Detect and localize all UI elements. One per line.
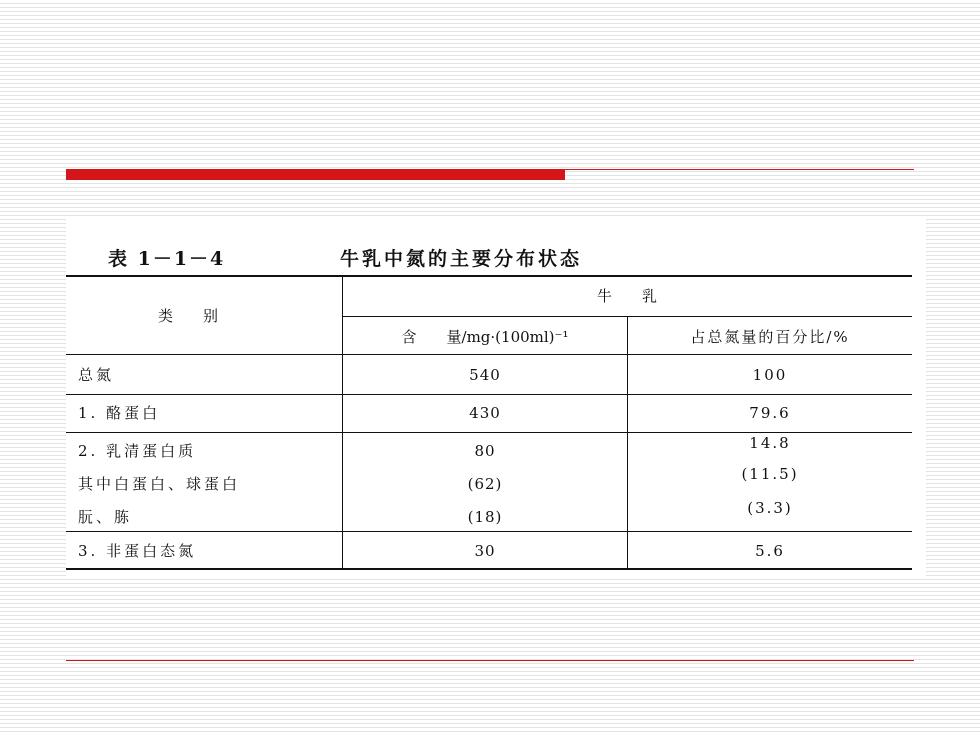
row-rule-2	[66, 432, 912, 433]
accent-bar-thin	[565, 169, 914, 170]
header-percent: 占总氮量的百分比/%	[690, 328, 850, 346]
table-row-name: 总氮	[78, 366, 115, 384]
table-row-percent: (11.5)	[741, 465, 799, 483]
table-row-name: 朊、胨	[78, 508, 133, 526]
table-top-rule	[66, 275, 912, 277]
table-row-percent: 79.6	[749, 404, 791, 422]
table-row-name: 其中白蛋白、球蛋白	[78, 475, 241, 493]
table-row-content: (62)	[467, 475, 503, 493]
slide-bottom-accent-line	[66, 660, 914, 661]
table-row-percent: (3.3)	[747, 499, 793, 517]
table-row-content: (18)	[467, 508, 503, 526]
table-row-content: 540	[469, 366, 501, 384]
table-bottom-rule	[66, 568, 912, 570]
table-row-percent: 14.8	[749, 434, 791, 452]
table-row-content: 430	[469, 404, 501, 422]
accent-bar-thick	[66, 169, 565, 180]
table-row-percent: 5.6	[755, 542, 785, 560]
slide-top-accent-bar	[66, 169, 914, 181]
header-bottom-rule	[66, 354, 912, 355]
row-rule-3	[66, 531, 912, 532]
table-row-content: 80	[474, 442, 496, 460]
table-row-percent: 100	[752, 366, 788, 384]
table-row-name: 1. 酪蛋白	[78, 404, 161, 422]
table-number: 表 1－1－4	[108, 248, 226, 270]
table-row-content: 30	[474, 542, 496, 560]
header-category: 类 别	[158, 307, 219, 325]
table-row-name: 2. 乳清蛋白质	[78, 442, 197, 460]
table-caption: 牛乳中氮的主要分布状态	[340, 248, 583, 270]
table-row-name: 3. 非蛋白态氮	[78, 542, 197, 560]
row-rule-1	[66, 394, 912, 395]
header-group-milk: 牛 乳	[596, 287, 657, 305]
header-content: 含 量/mg·(100ml)⁻¹	[401, 328, 569, 346]
